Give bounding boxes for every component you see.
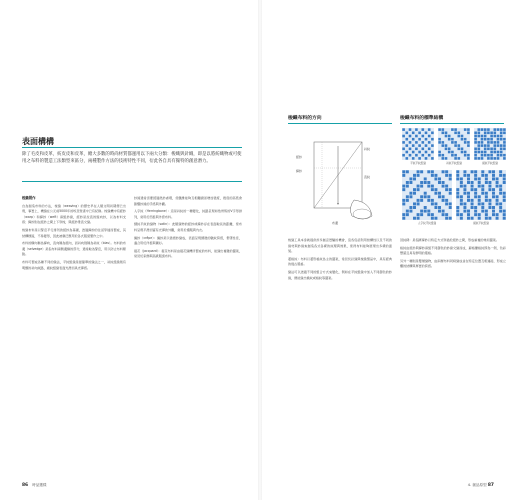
body-paragraph: 入字紋（Herringbone）：這是斜紋的一種變化，紋路呈現如魚骨般的V字形排列，常用於西裝與外套布料。	[134, 209, 242, 219]
body-paragraph: 梭織布料是以緊密平行排列的經紗為基礎，透過緯紗的往返穿插而製成，其結構穩固，不易變形，因此被廣泛應用於各式服裝製作之中。	[22, 227, 126, 238]
body-paragraph: 布料的橫向稱為緯向，直向稱為經向，而斜向則稱為斜紋（bias）。布料的布邊（selvedge）是指布料兩側邊緣的部分，通常較為緊密，用以防止布料鬆脫。	[22, 241, 126, 257]
weave-label: 斜紋平紋組織	[446, 162, 462, 165]
body-paragraph: 自為割造市料的方法，梭織（weaving）的歷史早在人類文明初期便已出現，事實上，機織在公元前5000年的埃及壁畫中已有紀錄。梭織機中有經紗（warp）和緯紗（weft）兩組紗線，經紗是拉直的縱向紗，以為布料支撐；緯紗則在經紗之間上下穿梭，與經紗垂直交織。	[22, 203, 126, 225]
plain-weave-icon	[402, 128, 434, 160]
title-rule	[22, 147, 242, 148]
intro-paragraph: 除了毛皮和皮革，紡皮皮和皮革，總大多數的時尚材質都運用以下兩大分類：梭織與針織，即是以將紡織物或可使用之布料的製造工法類型來區分，兩種製作方法的技術特性不同，衍此各自具有獨特的創意潛力。	[22, 152, 242, 165]
left-column-1	[22, 196, 126, 273]
body-paragraph: 另外一種則是雙層織物，由兩層布料同時織成並在特定位置互相連接，形成立體的結構與厚實的質感。	[400, 258, 506, 269]
weave-label: 緞紋平紋組織	[482, 162, 498, 165]
right-column-1	[288, 238, 392, 283]
label-weft: 緯紗	[296, 169, 303, 173]
subheading-weaving: 梭織製作	[22, 196, 36, 200]
page-folio-right	[468, 483, 498, 488]
right-column-2	[400, 238, 506, 272]
weave-label: 平紋平紋組織	[410, 162, 426, 165]
weave-label: 緞紋平紋組織	[473, 222, 489, 225]
weave-label: 人字紋平紋組織	[417, 222, 437, 225]
figure-title-weaves: 梭織布料的標準結構	[400, 116, 444, 121]
satin-weave-alt-icon	[456, 170, 506, 220]
twill-weave-icon	[438, 128, 470, 160]
running-head: 時品選樣	[32, 483, 47, 487]
body-paragraph: 紗線通常需要經過撚紗處理，使纖維能夠互相纏繞而增加強度，撚度的高低會影響紗線的手感與外觀。	[134, 196, 242, 206]
figure-title-grain: 梭織布料的方向	[288, 116, 322, 121]
body-paragraph: 細紋平紋的織物（satin）：此類織物的經紗或緯紗浮在表面較長的距離，使布料呈現平滑而富有光澤的外觀，常用於禮服與內衣。	[134, 222, 242, 232]
section-title: 表面構構	[22, 137, 54, 146]
page-number: 87	[487, 483, 494, 488]
page-folio-left	[22, 483, 47, 488]
fabric-grain-diagram	[292, 128, 392, 228]
body-paragraph: 梭織工具本身就提供許多創意實驗的機會，這些包括利用結構性以及不同的線材與紗線來創造各式各樣的紋理與效果，使得布料能夠展現出多樣的面貌。	[288, 238, 392, 254]
label-selvedge: 布邊	[332, 221, 339, 225]
left-column-2	[134, 196, 242, 262]
body-paragraph: 織法可以透過不同的組合方式來變化，例如在平紋組織中加入不同顏色的紗線，便能織出條紋或格紋等圖案。	[288, 269, 392, 280]
body-paragraph: 回紋樣：是指將緯紗以特定方式穿插於經紗之間，形成重複的幾何圖案。	[400, 238, 499, 242]
figure-rule	[400, 123, 504, 124]
label-bias: 斜紋	[364, 147, 371, 151]
page-number: 86	[22, 483, 29, 488]
body-paragraph: 布料可製成各種不同的織法，平紋組織是最簡單的織法之一，斜紋組織則有明顯的斜向紋路，緞紋組織表面光滑而具光澤感。	[22, 259, 126, 270]
label-grain: 直紋	[364, 175, 371, 179]
label-warp: 經紗	[296, 155, 303, 159]
body-paragraph: 菱格紋：布料以菱形格紋為主的圖案，常見於針織與梭織製品中，具有經典的復古風格。	[288, 256, 392, 267]
satin-weave-icon	[474, 128, 506, 160]
herringbone-weave-icon	[402, 170, 452, 220]
body-paragraph: 縐紗（crêpe）：縐紗是以強撚紗織成，表面呈現細微的皺紋質感，垂墜性佳，適合用於洋裝與襯衫。	[134, 235, 242, 246]
left-page	[0, 0, 258, 500]
figure-rule	[288, 123, 392, 124]
right-page	[262, 0, 520, 500]
body-paragraph: 格紋由經紗與緯紗兩組不同顏色的紗線交織而成，蘇格蘭格紋即為一例，色彩豐富且具有鮮明的風格。	[400, 245, 506, 256]
intro-rule	[22, 181, 242, 182]
running-head: 4. 創品原型	[467, 483, 487, 487]
body-paragraph: 提花（jacquard）：提花布料是由提花織機所製成的布料，能織出複雜的圖案，常見於家飾與高級服裝布料。	[134, 248, 242, 259]
